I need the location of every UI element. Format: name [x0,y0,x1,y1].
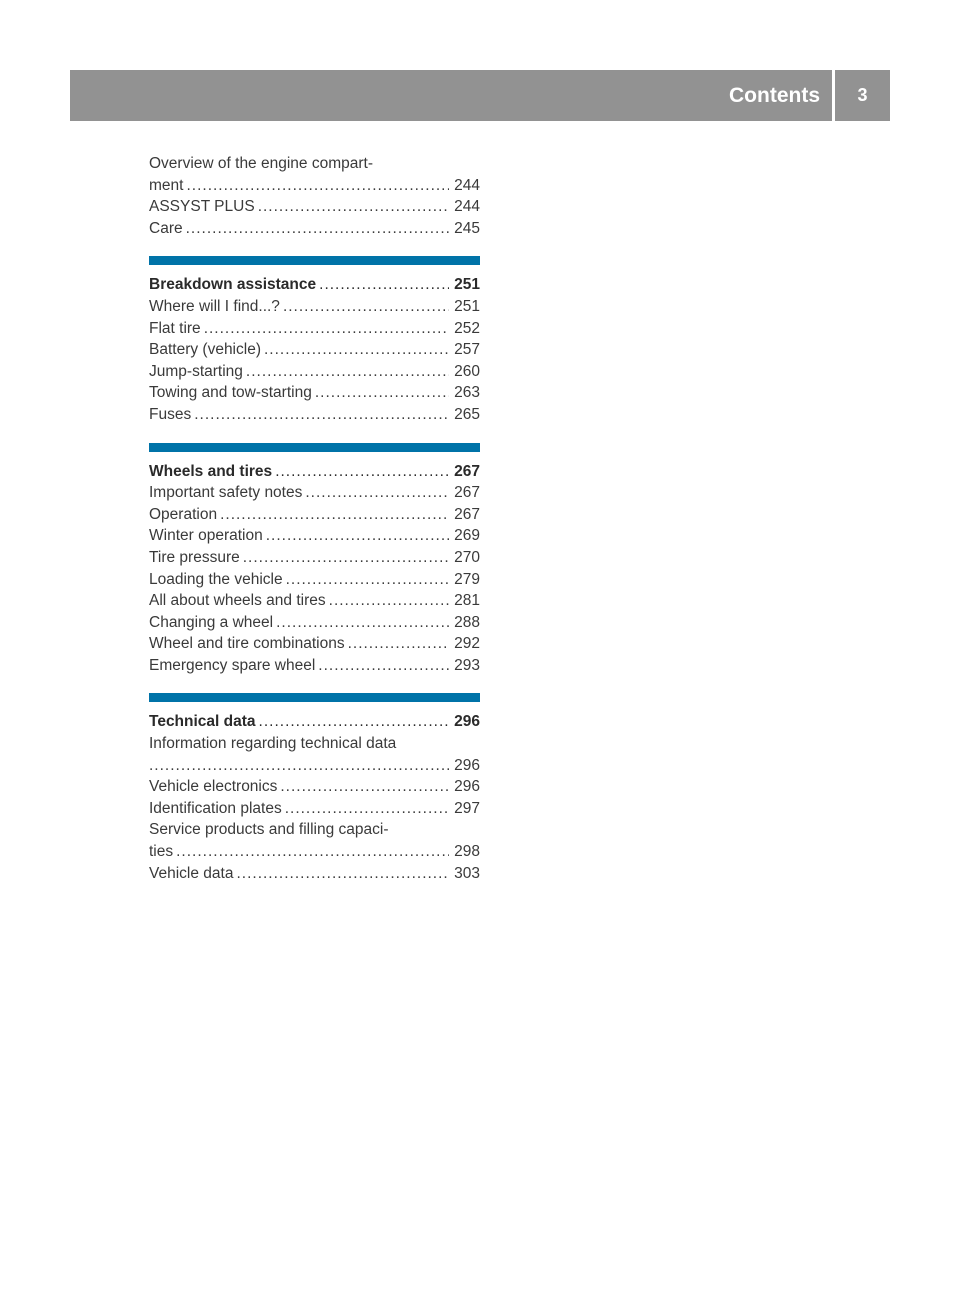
toc-page-number: 288 [454,613,480,631]
toc-entry[interactable] [149,841,480,863]
toc-entry-title: Identification plates [149,799,282,817]
dot-leader [319,274,449,296]
toc-entry-title: Vehicle electronics [149,778,278,796]
toc-page-number: 263 [454,384,480,402]
toc-entry[interactable] [149,382,480,404]
dot-leader [329,590,449,612]
toc-page-number: 257 [454,341,480,359]
toc-section-heading[interactable] [149,711,480,733]
dot-leader [149,755,449,777]
toc-entry[interactable] [149,361,480,383]
toc-entry[interactable] [149,218,480,240]
toc-entry[interactable] [149,196,480,218]
toc-page-number: 292 [454,635,480,653]
dot-leader [280,776,449,798]
dot-leader [243,547,449,569]
toc-page-number: 244 [454,176,480,194]
dot-leader [305,482,449,504]
dot-leader [266,525,449,547]
dot-leader [186,218,449,240]
toc-page-number: 251 [454,276,480,294]
toc-page-number: 296 [454,713,480,731]
toc-entry-title-line: Overview of the engine compart- [149,155,373,172]
toc-entry-title: Winter operation [149,527,263,545]
dot-leader [283,296,449,318]
toc-page-number: 296 [454,778,480,796]
section-heading-title: Breakdown assistance [149,276,317,294]
toc-entry[interactable] [149,339,480,361]
toc-entry-title: Battery (vehicle) [149,341,261,359]
toc-entry-title: All about wheels and tires [149,592,326,610]
toc-page-number: 260 [454,362,480,380]
toc-section [149,693,480,884]
section-divider-bar [149,443,480,452]
dot-leader [286,569,449,591]
table-of-contents [149,153,480,884]
dot-leader [194,404,449,426]
toc-entry-title: Fuses [149,405,192,423]
dot-leader [275,461,449,483]
toc-page-number: 279 [454,570,480,588]
toc-entry-title: Towing and tow-starting [149,384,312,402]
toc-entry-title: ties [149,843,174,861]
toc-entry[interactable] [149,504,480,526]
toc-entry[interactable] [149,482,480,504]
toc-page-number: 245 [454,219,480,237]
dot-leader [259,711,449,733]
page-number: 3 [835,70,890,121]
toc-entry-title: Flat tire [149,319,201,337]
header-title: Contents [70,70,832,121]
toc-page-number: 244 [454,198,480,216]
dot-leader [264,339,449,361]
toc-intro-group [149,153,480,239]
toc-entry-title: Important safety notes [149,484,303,502]
toc-entry[interactable] [149,525,480,547]
toc-section-heading[interactable] [149,461,480,483]
toc-page-number: 251 [454,297,480,315]
toc-page-number: 297 [454,799,480,817]
toc-entry[interactable] [149,776,480,798]
toc-page-number: 252 [454,319,480,337]
toc-section-heading[interactable] [149,274,480,296]
toc-entry-title-line: Information regarding technical data [149,735,397,753]
section-divider-bar [149,256,480,265]
section-heading-title: Wheels and tires [149,462,273,480]
toc-entry[interactable] [149,633,480,655]
dot-leader [315,382,449,404]
toc-entry-title: Loading the vehicle [149,570,283,588]
dot-leader [236,863,449,885]
toc-page-number: 267 [454,462,480,480]
dot-leader [176,841,449,863]
toc-entry[interactable] [149,296,480,318]
toc-entry[interactable] [149,547,480,569]
toc-entry-title: ASSYST PLUS [149,198,255,216]
toc-entry-title: Operation [149,505,218,523]
dot-leader [258,196,449,218]
toc-page-number: 269 [454,527,480,545]
dot-leader [246,361,449,383]
dot-leader [348,633,449,655]
toc-entry[interactable] [149,755,480,777]
toc-page-number: 270 [454,548,480,566]
dot-leader [318,655,449,677]
toc-entry-title: Vehicle data [149,864,234,882]
toc-entry-title: Where will I find...? [149,297,280,315]
section-divider-bar [149,693,480,702]
toc-entry-title-line: Service products and filling capaci- [149,821,389,839]
toc-section [149,443,480,677]
toc-entry[interactable] [149,655,480,677]
toc-page-number: 296 [454,756,480,774]
dot-leader [220,504,449,526]
toc-entry[interactable] [149,863,480,885]
toc-entry[interactable] [149,798,480,820]
toc-page-number: 298 [454,843,480,861]
toc-page-number: 281 [454,592,480,610]
toc-entry-title: Wheel and tire combinations [149,635,345,653]
toc-page-number: 267 [454,484,480,502]
toc-entry[interactable] [149,404,480,426]
dot-leader [276,612,449,634]
toc-entry-title: Changing a wheel [149,613,274,631]
toc-entry-title: Care [149,219,183,237]
toc-entry-title: Emergency spare wheel [149,656,316,674]
toc-page-number: 267 [454,505,480,523]
toc-entry-title: Jump-starting [149,362,243,380]
toc-page-number: 265 [454,405,480,423]
dot-leader [204,318,449,340]
section-heading-title: Technical data [149,713,256,731]
toc-entry[interactable] [149,590,480,612]
page-header [70,70,890,121]
toc-page-number: 303 [454,864,480,882]
toc-section [149,256,480,425]
toc-entry-title: ment [149,176,184,194]
toc-entry[interactable] [149,318,480,340]
toc-entry-title: Tire pressure [149,548,240,566]
toc-entry[interactable] [149,175,480,197]
toc-page-number: 293 [454,656,480,674]
dot-leader [186,175,449,197]
toc-entry[interactable] [149,569,480,591]
dot-leader [285,798,449,820]
toc-entry[interactable] [149,612,480,634]
